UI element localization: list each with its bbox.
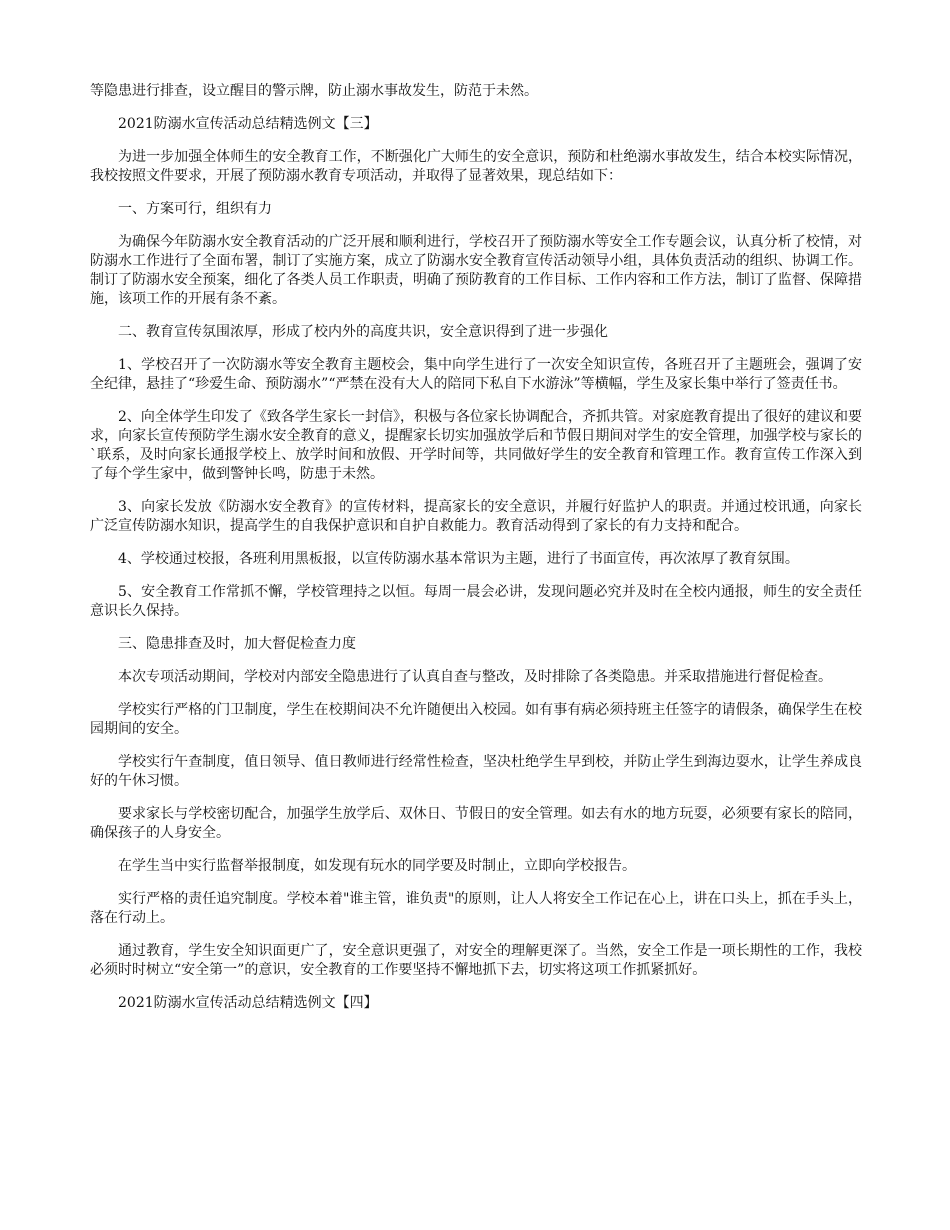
section-heading: 三、隐患排查及时，加大督促检查力度 xyxy=(118,636,356,652)
paragraph: 1、学校召开了一次防溺水等安全教育主题校会，集中向学生进行了一次安全知识宣传，各班召开了主题班会，强调了安全纪律，悬挂了“珍爱生命、预防溺水”“严禁在没有大人的陪同下私自下水游泳”等横幅，学生及家长集中举行了签责任书。 xyxy=(90,357,862,392)
paragraph: 实行严格的责任追究制度。学校本着"谁主管，谁负责"的原则，让人人将安全工作记在心上，讲在口头上，抓在手头上，落在行动上。 xyxy=(90,891,862,926)
section-heading: 二、教育宣传氛围浓厚，形成了校内外的高度共识，安全意识得到了进一步强化 xyxy=(118,324,608,340)
paragraph: 学校实行严格的门卫制度，学生在校期间决不允许随便出入校园。如有事有病必须持班主任签字的请假条，确保学生在校园期间的安全。 xyxy=(90,702,862,737)
paragraph: 学校实行午查制度，值日领导、值日教师进行经常性检查，坚决杜绝学生早到校，并防止学生到海边耍水，让学生养成良好的午休习惯。 xyxy=(90,754,862,789)
paragraph: 等隐患进行排查，设立醒目的警示牌，防止溺水事故发生，防范于未然。 xyxy=(90,83,538,99)
paragraph: 通过教育，学生安全知识面更广了，安全意识更强了，对安全的理解更深了。当然，安全工作是一项长期性的工作，我校必须时时树立“安全第一”的意识，安全教育的工作要坚持不懈地抓下去，切实将这项工作抓紧抓好。 xyxy=(90,943,862,978)
section-title: 2021防溺水宣传活动总结精选例文【四】 xyxy=(118,995,378,1011)
paragraph: 要求家长与学校密切配合，加强学生放学后、双休日、节假日的安全管理。如去有水的地方玩耍，必须要有家长的陪同，确保孩子的人身安全。 xyxy=(90,806,862,841)
paragraph: 4、学校通过校报，各班利用黑板报，以宣传防溺水基本常识为主题，进行了书面宣传，再次浓厚了教育氛围。 xyxy=(118,551,799,567)
section-heading: 一、方案可行，组织有力 xyxy=(118,201,272,217)
document-body xyxy=(90,82,862,1027)
paragraph: 在学生当中实行监督举报制度，如发现有玩水的同学要及时制止，立即向学校报告。 xyxy=(118,858,636,874)
paragraph: 3、向家长发放《防溺水安全教育》的宣传材料，提高家长的安全意识，并履行好监护人的职责。并通过校讯通，向家长广泛宣传防溺水知识，提高学生的自我保护意识和自护自救能力。教育活动得到了家长的有力支持和配合。 xyxy=(90,499,862,534)
paragraph: 2、向全体学生印发了《致各学生家长一封信》，积极与各位家长协调配合，齐抓共管。对家庭教育提出了很好的建议和要求，向家长宣传预防学生溺水安全教育的意义，提醒家长切实加强放学后和节假日期间对学生的安全管理，加强学校与家长的`联系，及时向家长通报学校上、放学时间和放假、开学时间等，共同做好学生的安全教育和管理工作。教育宣传工作深入到了每个学生家中，做到警钟长鸣，防患于未然。 xyxy=(90,409,862,482)
paragraph: 5、安全教育工作常抓不懈，学校管理持之以恒。每周一晨会必讲，发现问题必究并及时在全校内通报，师生的安全责任意识长久保持。 xyxy=(90,584,862,619)
paragraph: 为进一步加强全体师生的安全教育工作，不断强化广大师生的安全意识，预防和杜绝溺水事故发生，结合本校实际情况，我校按照文件要求，开展了预防溺水教育专项活动，并取得了显著效果，现总结如下： xyxy=(90,149,862,184)
paragraph: 为确保今年防溺水安全教育活动的广泛开展和顺利进行，学校召开了预防溺水等安全工作专题会议，认真分析了校情，对防溺水工作进行了全面布署，制订了实施方案，成立了防溺水安全教育宣传活动领导小组，具体负责活动的组织、协调工作。制订了防溺水安全预案，细化了各类人员工作职责，明确了预防教育的工作目标、工作内容和工作方法，制订了监督、保障措施，该项工作的开展有条不紊。 xyxy=(90,234,862,307)
paragraph: 本次专项活动期间，学校对内部安全隐患进行了认真自查与整改，及时排除了各类隐患。并采取措施进行督促检查。 xyxy=(118,669,832,685)
section-title: 2021防溺水宣传活动总结精选例文【三】 xyxy=(118,116,378,132)
